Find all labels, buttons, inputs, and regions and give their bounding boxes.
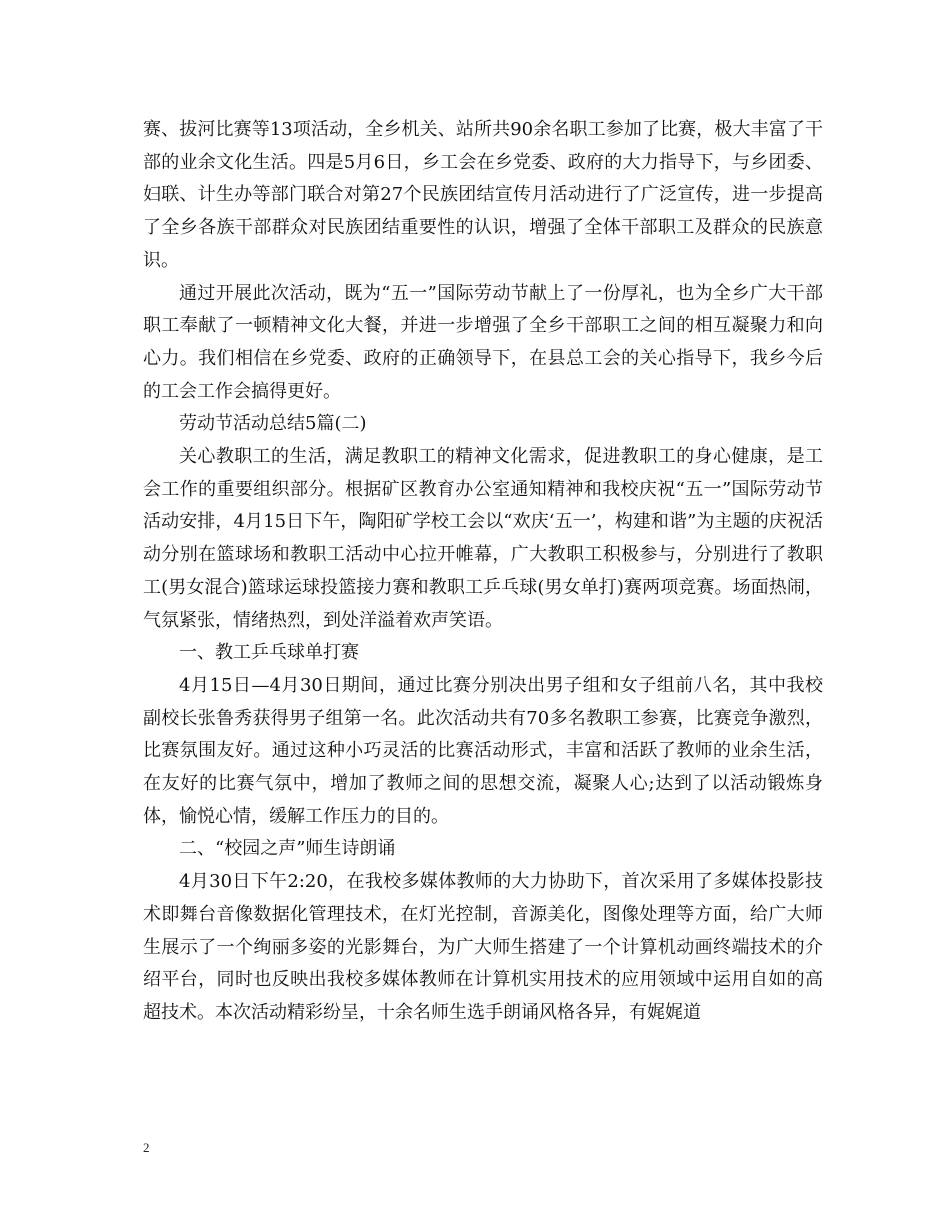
paragraph-intro: 关心教职工的生活，满足教职工的精神文化需求，促进教职工的身心健康，是工会工作的重要组织部分。根据矿区教育办公室通知精神和我校庆祝“五一”国际劳动节活动安排，4月15日下午，陶阳矿学校工会以“欢庆‘五一’，构建和谐”为主题的庆祝活动分别在篮球场和教职工活动中心拉开帷幕，广大教职工积极参与，分别进行了教职工(男女混合)篮球运球投篮接力赛和教职工乒乓球(男女单打)赛两项竞赛。场面热闹，气氛紧张，情绪热烈，到处洋溢着欢声笑语。 (143, 446, 823, 631)
page-number: 2 (143, 1140, 150, 1155)
section-title: 劳动节活动总结5篇(二) (179, 413, 367, 435)
subheading-poetry-recital: 二、“校园之声”师生诗朗诵 (179, 838, 396, 860)
paragraph-poetry-recital: 4月30日下午2:20，在我校多媒体教师的大力协助下，首次采用了多媒体投影技术即舞台音像数据化管理技术，在灯光控制，音源美化，图像处理等方面，给广大师生展示了一个绚丽多姿的光影舞台，为广大师生搭建了一个计算机动画终端技术的介绍平台，同时也反映出我校多媒体教师在计算机实用技术的应用领域中运用自如的高超技术。本次活动精彩纷呈，十余名师生选手朗诵风格各异，有娓娓道 (143, 871, 823, 1023)
paragraph-table-tennis: 4月15日—4月30日期间，通过比赛分别决出男子组和女子组前八名，其中我校副校长张鲁秀获得男子组第一名。此次活动共有70多名教职工参赛，比赛竞争激烈，比赛氛围友好。通过这种小巧灵活的比赛活动形式，丰富和活跃了教师的业余生活，在友好的比赛气氛中，增加了教师之间的思想交流，凝聚人心;达到了以活动锻炼身体，愉悦心情，缓解工作压力的目的。 (143, 674, 823, 827)
paragraph-summary: 通过开展此次活动，既为“五一”国际劳动节献上了一份厚礼，也为全乡广大干部职工奉献了一顿精神文化大餐，并进一步增强了全乡干部职工之间的相互凝聚力和向心力。我们相信在乡党委、政府的正确领导下，在县总工会的关心指导下，我乡今后的工会工作会搞得更好。 (143, 282, 823, 402)
document-body (143, 114, 823, 1030)
subheading-table-tennis: 一、教工乒乓球单打赛 (179, 642, 359, 664)
paragraph-continuation: 赛、拔河比赛等13项活动，全乡机关、站所共90余名职工参加了比赛，极大丰富了干部的业余文化生活。四是5月6日，乡工会在乡党委、政府的大力指导下，与乡团委、妇联、计生办等部门联合对第27个民族团结宣传月活动进行了广泛宣传，进一步提高了全乡各族干部群众对民族团结重要性的认识，增强了全体干部职工及群众的民族意识。 (143, 119, 823, 271)
